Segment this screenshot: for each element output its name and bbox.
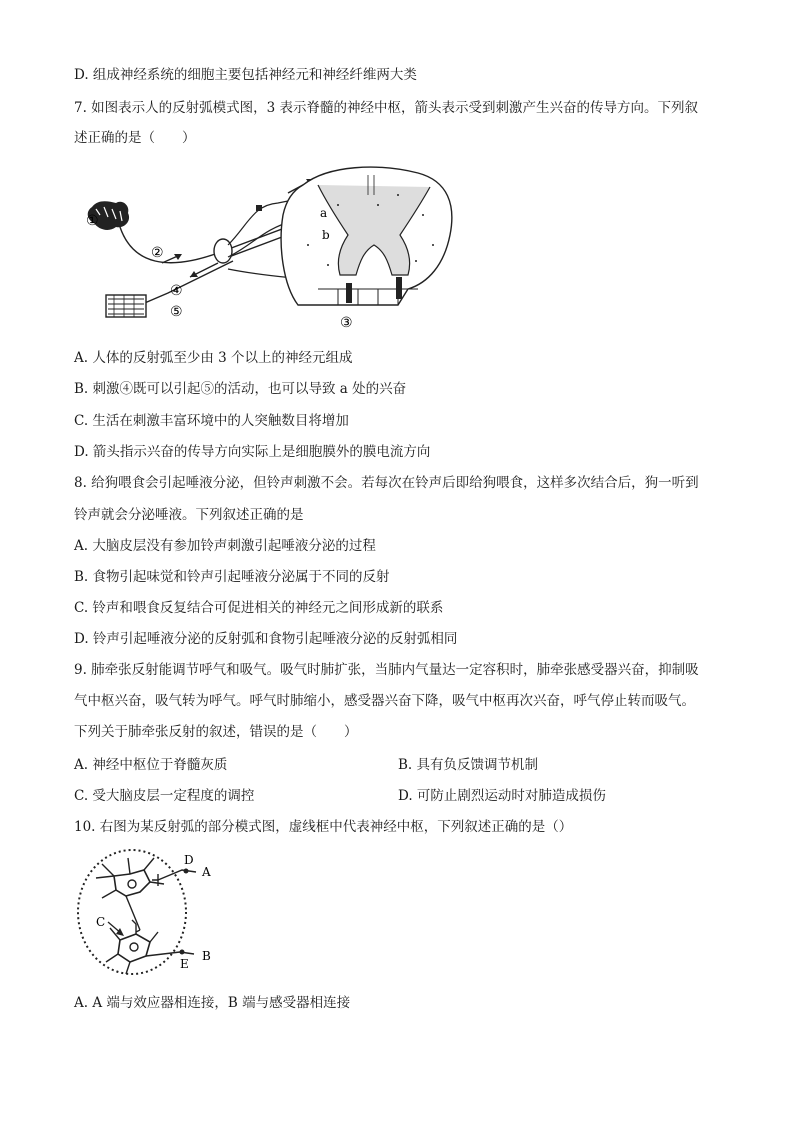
q7-stem-line2: 述正确的是（ ）: [74, 130, 196, 146]
q8-option-b: B. 食物引起味觉和铃声引起唾液分泌属于不同的反射: [74, 569, 390, 585]
q9-option-b: B. 具有负反馈调节机制: [398, 757, 539, 773]
label-a: a: [320, 206, 328, 220]
label-3: ③: [340, 315, 353, 331]
q10-stem: 10. 右图为某反射弧的部分模式图，虚线框中代表神经中枢，下列叙述正确的是（）: [74, 819, 573, 835]
q9-option-d: D. 可防止剧烈运动时对肺造成损伤: [398, 788, 606, 804]
label-D: D: [184, 853, 194, 867]
q10-option-a: A. A 端与效应器相连接，B 端与感受器相连接: [74, 995, 351, 1011]
label-1: ①: [86, 213, 99, 229]
label-A: A: [202, 865, 211, 879]
q7-option-c: C. 生活在刺激丰富环境中的人突触数目将增加: [74, 413, 349, 429]
q7-option-d: D. 箭头指示兴奋的传导方向实际上是细胞膜外的膜电流方向: [74, 444, 431, 460]
reflex-arc-figure: [78, 165, 468, 335]
neural-center-figure: [74, 846, 234, 982]
q9-stem-line1: 9. 肺牵张反射能调节呼气和吸气。吸气时肺扩张，当肺内气量达一定容积时，肺牵张感受器兴奋，抑制吸: [74, 662, 699, 678]
q9-stem-line3: 下列关于肺牵张反射的叙述，错误的是（ ）: [74, 724, 358, 740]
q9-stem-line2: 气中枢兴奋，吸气转为呼气。呼气时肺缩小，感受器兴奋下降，吸气中枢再次兴奋，呼气停止转而吸气。: [74, 693, 695, 709]
q8-stem-line2: 铃声就会分泌唾液。下列叙述正确的是: [74, 507, 304, 523]
q8-option-d: D. 铃声引起唾液分泌的反射弧和食物引起唾液分泌的反射弧相同: [74, 631, 458, 647]
q8-option-a: A. 大脑皮层没有参加铃声刺激引起唾液分泌的过程: [74, 538, 376, 554]
q9-option-a: A. 神经中枢位于脊髓灰质: [74, 757, 228, 773]
q7-option-a: A. 人体的反射弧至少由 3 个以上的神经元组成: [74, 350, 353, 366]
effector-muscle: [106, 295, 146, 317]
q7-stem-line1: 7. 如图表示人的反射弧模式图，3 表示脊髓的神经中枢，箭头表示受到刺激产生兴奋的传导方向。下列叙: [74, 100, 699, 116]
q8-option-c: C. 铃声和喂食反复结合可促进相关的神经元之间形成新的联系: [74, 600, 444, 616]
label-2: ②: [151, 245, 164, 261]
q7-option-b: B. 刺激④既可以引起⑤的活动，也可以导致 a 处的兴奋: [74, 381, 407, 397]
q6-option-d: D. 组成神经系统的细胞主要包括神经元和神经纤维两大类: [74, 67, 417, 83]
label-E: E: [180, 957, 189, 971]
spinal-cord-section: [281, 167, 452, 305]
label-4: ④: [170, 283, 183, 299]
q9-option-c: C. 受大脑皮层一定程度的调控: [74, 788, 255, 804]
label-5: ⑤: [170, 304, 183, 320]
upper-neuron: [96, 858, 164, 932]
label-b: b: [322, 228, 330, 242]
label-B: B: [202, 949, 211, 963]
label-C: C: [96, 915, 106, 929]
q8-stem-line1: 8. 给狗喂食会引起唾液分泌，但铃声刺激不会。若每次在铃声后即给狗喂食，这样多次结合后，狗一听到: [74, 475, 699, 491]
